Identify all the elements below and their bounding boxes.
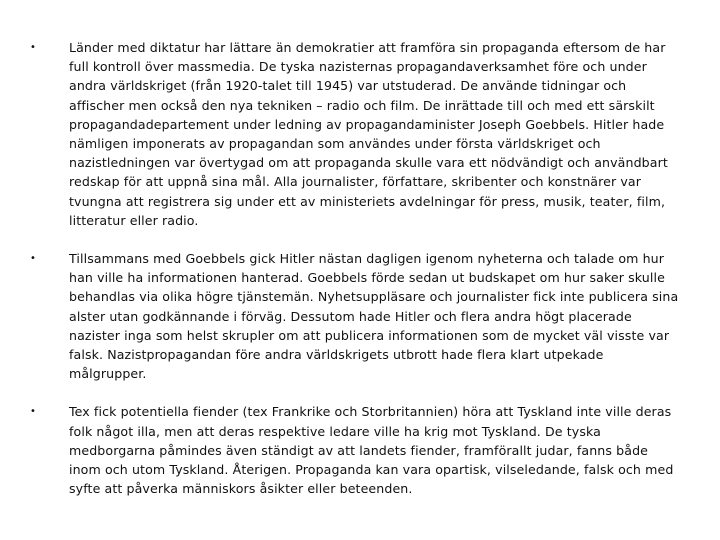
bullet-item-2 bbox=[30, 249, 680, 383]
paragraph-text: Tillsammans med Goebbels gick Hitler nästan dagligen igenom nyheterna och talade om hur han ville ha informationen hanterad. Goebbels förde sedan ut budskapet om hur saker skulle behandlas via olika högre tjänstemän. Nyhetsuppläsare och journalister fick inte publicera sina alster utan godkännande i förväg. Dessutom hade Hitler och flera andra högt placerade nazister inga som helst skrupler om att publicera informationen som de mycket väl visste var falsk. Nazistpropagandan före andra världskrigets utbrott hade flera klart utpekade målgrupper. bbox=[69, 251, 679, 382]
bullet-item-3 bbox=[30, 402, 680, 498]
bullet-item-1 bbox=[30, 38, 680, 230]
bullet-icon: • bbox=[30, 253, 36, 265]
paragraph-text: Tex fick potentiella fiender (tex Frankrike och Storbritannien) höra att Tyskland inte ville deras folk något illa, men att deras respektive ledare ville ha krig mot Tyskland. De tyska medborgarna påmindes även ständigt av att landets fiender, framförallt judar, fanns både inom och utom Tyskland. Återigen. Propaganda kan vara opartisk, vilseledande, falsk och med syfte att påverka människors åsikter eller beteenden. bbox=[69, 404, 674, 497]
bullet-list bbox=[30, 38, 680, 498]
bullet-icon: • bbox=[30, 42, 36, 53]
bullet-icon: • bbox=[30, 406, 36, 418]
paragraph-text: Länder med diktatur har lättare än demokratier att framföra sin propaganda eftersom de har full kontroll över massmedia. De tyska nazisternas propagandaverksamhet före och under andra världskriget (från 1920-talet till 1945) var utstuderad. De använde tidningar och affischer men också den nya tekniken – radio och film. De inrättade till och med ett särskilt propagandadepartement under ledning av propagandaminister Joseph Goebbels. Hitler hade nämligen imponerats av propagandan som användes under första världskriget och nazistledningen var övertygad om att propaganda skulle vara ett nödvändigt och användbart redskap för att uppnå sina mål. Alla journalister, författare, skribenter och konstnärer var tvungna att registrera sig under ett av ministeriets avdelningar för press, musik, teater, film, litteratur eller radio. bbox=[69, 40, 668, 228]
